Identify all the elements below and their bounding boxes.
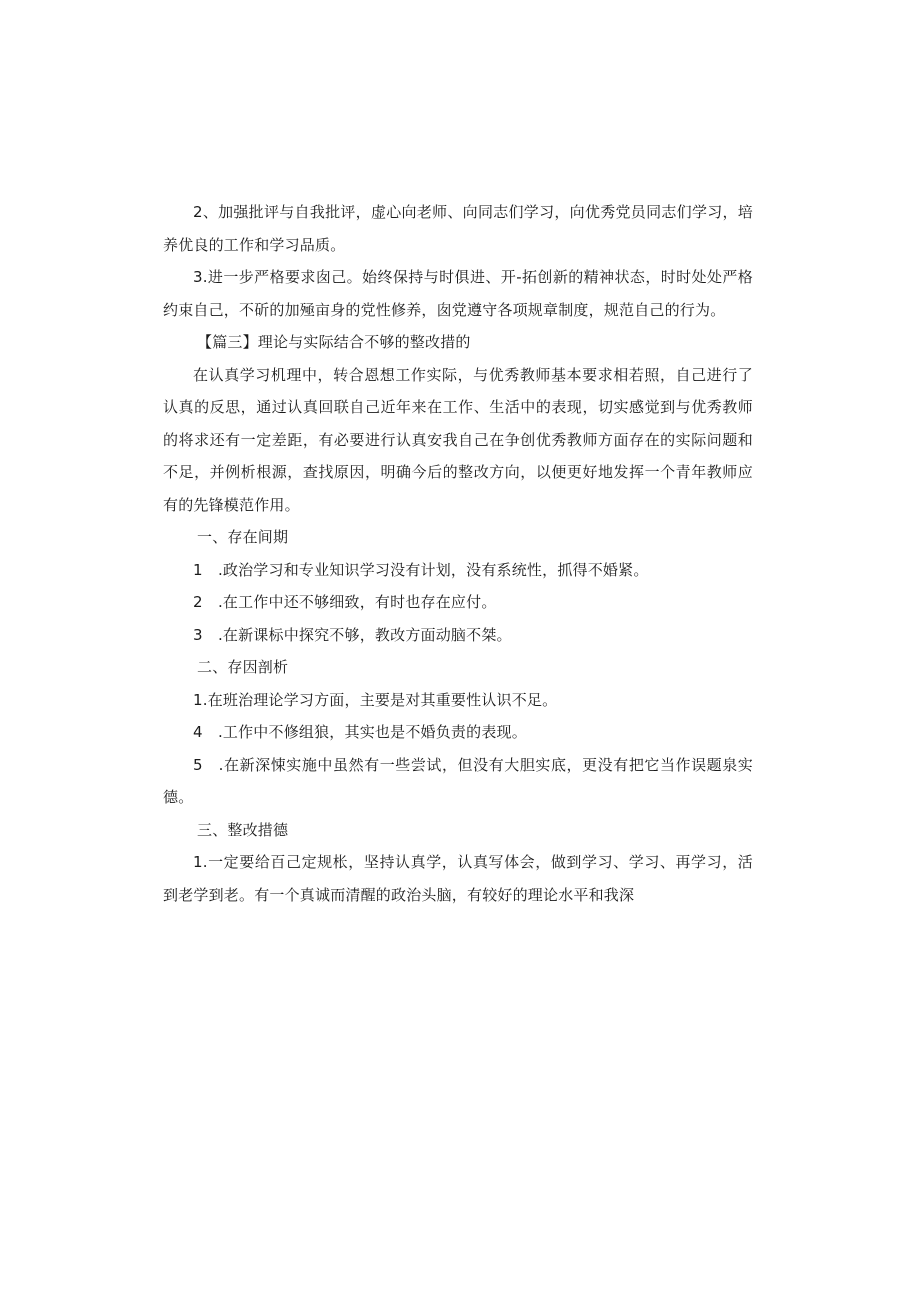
- document-body: [163, 196, 753, 911]
- cause-item-1: 1.在班治理论学习方面，主要是对其重要性认识不足。: [193, 690, 558, 709]
- paragraph-strict-requirements: 3.进一步严格要求囱己。始终保持与时俱进、开-拓创新的精神状态，时时处处严格约束自己，不斫的加殛亩身的党性修养，囱党遵守各项规章制度，规范自己的行为。: [163, 268, 753, 319]
- paragraph-reflection: 在认真学习机理中，转合恩想工作实际，与优秀教师基本要求相若照，自己进行了认真的反思，通过认真回联自己近年来在工作、生活中的表现，切实感觉到与优秀教师的将求还有一定差距，有必要进行认真安我自己在争创优秀教师方面存在的实际问题和不足，并例析根源，查找原因，明确今后的整改方向，以便更好地发挥一个青年教师应有的先锋模范作用。: [163, 365, 753, 514]
- problem-item-3: 3 .在新课标中探究不够，教改方面动脑不桀。: [193, 625, 512, 644]
- measure-item-1: 1.一定要给百己定规枨，坚持认真学，认真写体会，做到学习、学习、再学习，活到老学到老。有一个真诚而清醒的政治头脑，有较好的理论水平和我深: [163, 853, 753, 904]
- heading-rectification-measures: 三、整改措德: [197, 820, 289, 839]
- problem-item-1: 1 .政治学习和专业知识学习没有计划，没有系统性，抓得不婚紧。: [193, 560, 649, 579]
- heading-cause-analysis: 二、存因剖析: [197, 658, 289, 676]
- heading-existing-problems: 一、存在间期: [197, 528, 289, 546]
- problem-item-2: 2 .在工作中还不够细致，有时也存在应付。: [193, 593, 497, 611]
- section-title-part-three: 【篇三】理论与实际结合不够的整改措的: [197, 333, 471, 351]
- cause-item-5: 5 .在新深悚实施中虽然有一些尝试，但没有大胆实底，更没有把它当作误题泉实德。: [163, 755, 753, 806]
- paragraph-criticism: 2、加强批评与自我批评，虚心向老师、向同志们学习，向优秀党员同志们学习，培养优良的工作和学习品质。: [163, 203, 753, 254]
- cause-item-4: 4 .工作中不修组狼，其实也是不婚负责的表现。: [193, 723, 527, 741]
